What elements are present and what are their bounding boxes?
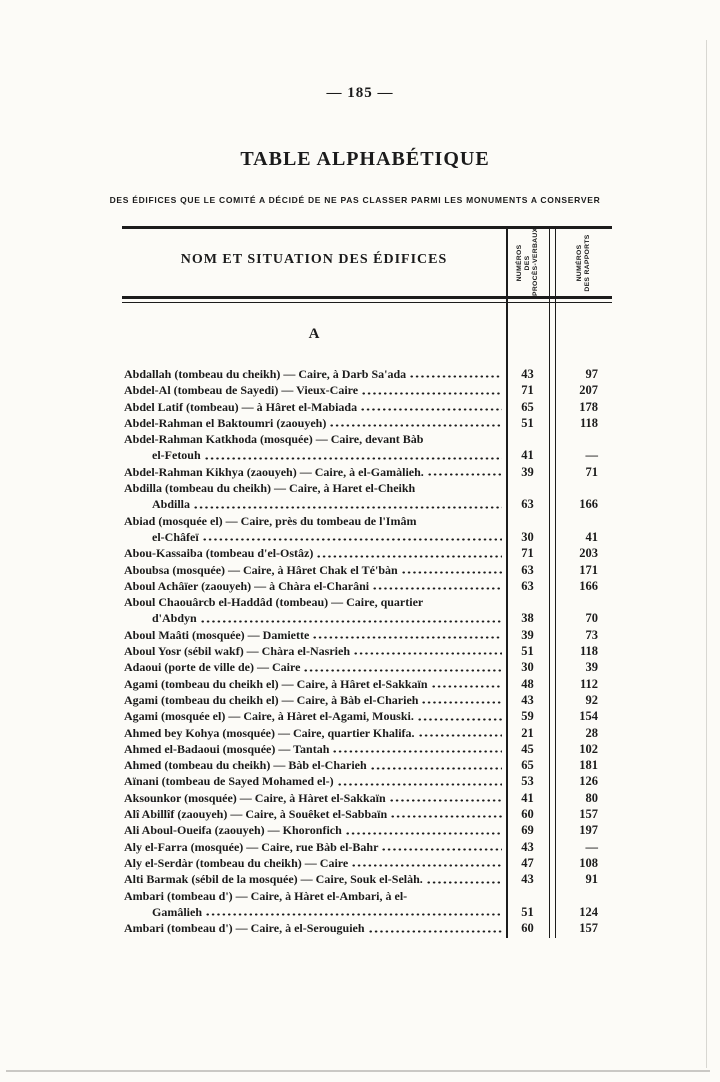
dot-leader (205, 904, 502, 920)
entry-name-continuation: d'Abdyn (152, 611, 197, 626)
dot-leader (345, 822, 502, 838)
entry-rapport-number: 181 (579, 758, 598, 773)
entry-proces-verbal-number: 59 (521, 709, 534, 724)
page-title: TABLE ALPHABÉTIQUE (240, 148, 490, 170)
entry-name (122, 790, 506, 806)
entry-proces-verbal-number: 39 (521, 464, 534, 479)
dot-leader (368, 920, 502, 936)
entry-proces-verbal-number: 51 (521, 415, 534, 430)
entry-proces-verbal-number: 71 (521, 383, 534, 398)
entry-name-continuation: el-Fetouh (152, 448, 201, 463)
dot-leader (370, 757, 502, 773)
entry-proces-verbal-number: 65 (521, 399, 534, 414)
dot-leader (421, 692, 502, 708)
entry-rapport-number: 124 (579, 904, 598, 919)
entry-rapport-number: 118 (579, 415, 598, 430)
dot-leader (389, 790, 502, 806)
entry-name-text: Ahmed bey Kohya (mosquée) — Caire, quartier Khalifa. (124, 725, 415, 740)
entries-list (122, 366, 612, 936)
entry-proces-verbal-number: 41 (521, 790, 534, 805)
entry-name-text: Alti Barmak (sébil de la mosquée) — Caire, Souk el-Selàh. (124, 872, 423, 887)
column-header-name: NOM ET SITUATION DES ÉDIFICES (180, 252, 448, 267)
dot-leader (390, 806, 502, 822)
entry-rapport-number: 112 (579, 676, 598, 691)
table-row (122, 627, 612, 643)
entry-rapport-number: 157 (579, 921, 598, 936)
entry-name (122, 399, 506, 415)
table-row (122, 562, 612, 578)
dot-leader (409, 366, 502, 382)
entry-name (122, 676, 506, 692)
entry-proces-verbal-number: 47 (521, 855, 534, 870)
dot-leader (372, 578, 502, 594)
column-header-rapports-line: DES RAPPORTS (584, 234, 591, 292)
entry-name (122, 725, 506, 741)
entry-rapport-number: 97 (585, 367, 598, 381)
dot-leader (353, 643, 502, 659)
entry-name (122, 366, 506, 382)
table-row (122, 888, 612, 921)
entry-proces-verbal-number: 21 (521, 725, 534, 740)
table-row (122, 464, 612, 480)
entry-rapport-number: 92 (585, 692, 598, 707)
table-row (122, 757, 612, 773)
entry-rapport-number: — (585, 448, 598, 463)
entry-name-text: Alî Abillîf (zaouyeh) — Caire, à Souêket el-Sabbaïn (124, 807, 388, 822)
entry-name-text: Aboul Achâïer (zaouyeh) — à Chàra el-Charâni (124, 578, 370, 593)
entry-proces-verbal-number: 41 (521, 448, 534, 463)
dot-leader (417, 708, 502, 724)
entry-rapport-number: 73 (585, 627, 598, 642)
entry-rapport-number: 203 (579, 546, 598, 561)
entry-name (122, 431, 506, 464)
entry-rapport-number: 80 (585, 790, 598, 805)
table-row (122, 725, 612, 741)
entry-rapport-number: 39 (585, 660, 598, 675)
table-row (122, 790, 612, 806)
entry-name (122, 513, 506, 546)
entry-name-text: Agami (mosquée el) — Caire, à Hàret el-Agami, Mouski. (124, 709, 414, 724)
dot-leader (204, 447, 502, 463)
entry-name-text: Abou-Kassaiba (tombeau d'el-Ostâz) (124, 546, 314, 561)
table-row (122, 822, 612, 838)
entry-name-line1: Abiad (mosquée el) — Caire, près du tombeau de l'Imâm (124, 513, 417, 528)
entry-name (122, 627, 506, 643)
entry-rapport-number: 166 (579, 578, 598, 593)
entry-name (122, 871, 506, 887)
entry-name (122, 382, 506, 398)
entry-name-text: Aïnani (tombeau de Sayed Mohamed el-) (124, 774, 334, 789)
page-bottom-edge (6, 1070, 710, 1072)
entry-rapport-number: 171 (579, 562, 598, 577)
entry-name-line1: Aboul Chaouârcb el-Haddâd (tombeau) — Caire, quartier (124, 595, 424, 610)
entry-rapport-number: 157 (579, 807, 598, 822)
entry-name (122, 741, 506, 757)
table-row (122, 839, 612, 855)
entry-name (122, 692, 506, 708)
entry-proces-verbal-number: 43 (521, 839, 534, 854)
entry-name (122, 839, 506, 855)
dot-leader (401, 562, 502, 578)
entry-name-text: Aly el-Farra (mosquée) — Caire, rue Bàb el-Bahr (124, 839, 379, 854)
entry-proces-verbal-number: 39 (521, 627, 534, 642)
table-row (122, 708, 612, 724)
table-row (122, 806, 612, 822)
alphabetical-table (122, 226, 612, 940)
entry-name-text: Abdel-Rahman Kikhya (zaouyeh) — Caire, à el-Gamàlieh. (124, 464, 424, 479)
entry-name (122, 480, 506, 513)
entry-rapport-number: 197 (579, 823, 598, 838)
entry-proces-verbal-number: 71 (521, 546, 534, 561)
entry-rapport-number: 154 (579, 709, 598, 724)
dot-leader (427, 464, 502, 480)
entry-name (122, 920, 506, 936)
entry-rapport-number: 28 (585, 725, 598, 740)
table-row (122, 431, 612, 464)
entry-name-text: Aboul Maâti (mosquée) — Damiette (124, 627, 310, 642)
entry-rapport-number: 178 (579, 399, 598, 414)
entry-name (122, 578, 506, 594)
table-row (122, 871, 612, 887)
entry-proces-verbal-number: 38 (521, 611, 534, 626)
dot-leader (329, 415, 502, 431)
entry-name-line1: Abdilla (tombeau du cheikh) — Caire, à Haret el-Cheikh (124, 481, 416, 496)
entry-proces-verbal-number: 51 (521, 904, 534, 919)
entry-proces-verbal-number: 43 (521, 872, 534, 887)
entry-name (122, 757, 506, 773)
dot-leader (332, 741, 502, 757)
entry-name-text: Ahmed el-Badaoui (mosquée) — Tantah (124, 741, 330, 756)
table-row (122, 692, 612, 708)
entry-name-text: Abdel-Al (tombeau de Sayedi) — Vieux-Caire (124, 383, 359, 398)
section-letter: A (308, 326, 320, 342)
entry-name (122, 659, 506, 675)
entry-name-continuation: el-Châfeï (152, 529, 199, 544)
column-header-proces-verbaux-line: DES (524, 255, 531, 271)
dot-leader (381, 839, 502, 855)
entry-rapport-number: 207 (579, 383, 598, 398)
table-row (122, 366, 612, 382)
dot-leader (351, 855, 502, 871)
entry-name (122, 545, 506, 561)
dot-leader (361, 382, 502, 398)
entry-name (122, 708, 506, 724)
entry-rapport-number: 166 (579, 497, 598, 512)
entry-name (122, 822, 506, 838)
entry-name (122, 594, 506, 627)
table-row (122, 415, 612, 431)
dot-leader (426, 871, 502, 887)
entry-rapport-number: 118 (579, 644, 598, 659)
entry-rapport-number: 102 (579, 741, 598, 756)
table-row (122, 594, 612, 627)
table-row (122, 643, 612, 659)
entry-rapport-number: 108 (579, 855, 598, 870)
column-header-rapports (551, 234, 617, 292)
entry-proces-verbal-number: 60 (521, 921, 534, 936)
table-row (122, 855, 612, 871)
dot-leader (337, 773, 502, 789)
entry-proces-verbal-number: 30 (521, 529, 534, 544)
column-header-rapports-line: NUMÉROS (576, 244, 583, 282)
entry-name (122, 415, 506, 431)
table-row (122, 920, 612, 936)
table-header-rule (122, 296, 612, 303)
table-row (122, 399, 612, 415)
page-subtitle: DES ÉDIFICES QUE LE COMITÉ A DÉCIDÉ DE NE PAS CLASSER PARMI LES MONUMENTS A CONSERVER (109, 195, 601, 205)
table-row (122, 578, 612, 594)
table-row (122, 741, 612, 757)
dot-leader (312, 627, 502, 643)
entry-name-line1: Ambari (tombeau d') — Caire, à Hàret el-Ambari, à el- (124, 888, 408, 903)
entry-name (122, 773, 506, 789)
entry-name (122, 888, 506, 921)
entry-name-text: Ali Aboul-Oueifa (zaouyeh) — Khoronfich (124, 823, 342, 838)
entry-name-text: Aboul Yosr (sébil wakf) — Chàra el-Nasrieh (124, 644, 351, 659)
table-row (122, 382, 612, 398)
column-header-proces-verbaux-line: PROCÈS-VERBAUX (532, 227, 539, 296)
entry-proces-verbal-number: 65 (521, 758, 534, 773)
entry-proces-verbal-number: 43 (521, 367, 534, 381)
dot-leader (360, 399, 502, 415)
entry-proces-verbal-number: 51 (521, 644, 534, 659)
entry-name (122, 806, 506, 822)
entry-proces-verbal-number: 48 (521, 676, 534, 691)
entry-proces-verbal-number: 30 (521, 660, 534, 675)
table-row (122, 513, 612, 546)
entry-proces-verbal-number: 60 (521, 807, 534, 822)
entry-proces-verbal-number: 63 (521, 578, 534, 593)
dot-leader (202, 529, 502, 545)
dot-leader (418, 725, 502, 741)
entry-rapport-number: 70 (585, 611, 598, 626)
table-row (122, 545, 612, 561)
table-row (122, 480, 612, 513)
entry-name-text: Adaoui (porte de ville de) — Caire (124, 660, 301, 675)
entry-name-continuation: Gamâlieh (152, 904, 202, 919)
table-row (122, 773, 612, 789)
entry-rapport-number: 71 (585, 464, 598, 479)
entry-rapport-number: — (585, 839, 598, 854)
entry-name-text: Aksounkor (mosquée) — Caire, à Hàret el-Sakkaïn (124, 790, 386, 805)
entry-name-text: Ambari (tombeau d') — Caire, à el-Serouguieh (124, 921, 365, 936)
entry-rapport-number: 91 (585, 872, 598, 887)
entry-proces-verbal-number: 53 (521, 774, 534, 789)
entry-name (122, 855, 506, 871)
entry-name-text: Aly el-Serdàr (tombeau du cheikh) — Caire (124, 855, 349, 870)
entry-name-text: Abdel-Rahman el Baktoumri (zaouyeh) (124, 415, 327, 430)
entry-proces-verbal-number: 45 (521, 741, 534, 756)
entry-proces-verbal-number: 43 (521, 692, 534, 707)
entry-name-text: Abdallah (tombeau du cheikh) — Caire, à Darb Sa'ada (124, 367, 407, 381)
entry-name-continuation: Abdilla (152, 497, 191, 512)
entry-proces-verbal-number: 63 (521, 497, 534, 512)
dot-leader (316, 545, 502, 561)
table-row (122, 676, 612, 692)
entry-name-text: Abdel Latif (tombeau) — à Hâret el-Mabiada (124, 399, 358, 414)
dot-leader (431, 676, 502, 692)
entry-name-text: Ahmed (tombeau du cheikh) — Bàb el-Charieh (124, 758, 367, 773)
entry-proces-verbal-number: 69 (521, 823, 534, 838)
entry-name-line1: Abdel-Rahman Katkhoda (mosquée) — Caire, devant Bàb (124, 432, 424, 447)
dot-leader (200, 610, 502, 626)
entry-name-text: Aboubsa (mosquée) — Caire, à Hâret Chak el Té'bàn (124, 562, 398, 577)
dot-leader (193, 496, 502, 512)
entry-name-text: Agami (tombeau du cheikh el) — Caire, à Hâret el-Sakkaïn (124, 676, 428, 691)
entry-proces-verbal-number: 63 (521, 562, 534, 577)
dot-leader (303, 659, 502, 675)
entry-rapport-number: 41 (585, 529, 598, 544)
entry-name-text: Agami (tombeau du cheikh el) — Caire, à Bàb el-Charieh (124, 692, 419, 707)
entry-name (122, 464, 506, 480)
table-header (122, 226, 612, 296)
entry-rapport-number: 126 (579, 774, 598, 789)
entry-name (122, 643, 506, 659)
column-header-proces-verbaux-line: NUMÉROS (516, 244, 523, 282)
entry-name (122, 562, 506, 578)
page-number: — 185 — (326, 85, 394, 101)
table-row (122, 659, 612, 675)
